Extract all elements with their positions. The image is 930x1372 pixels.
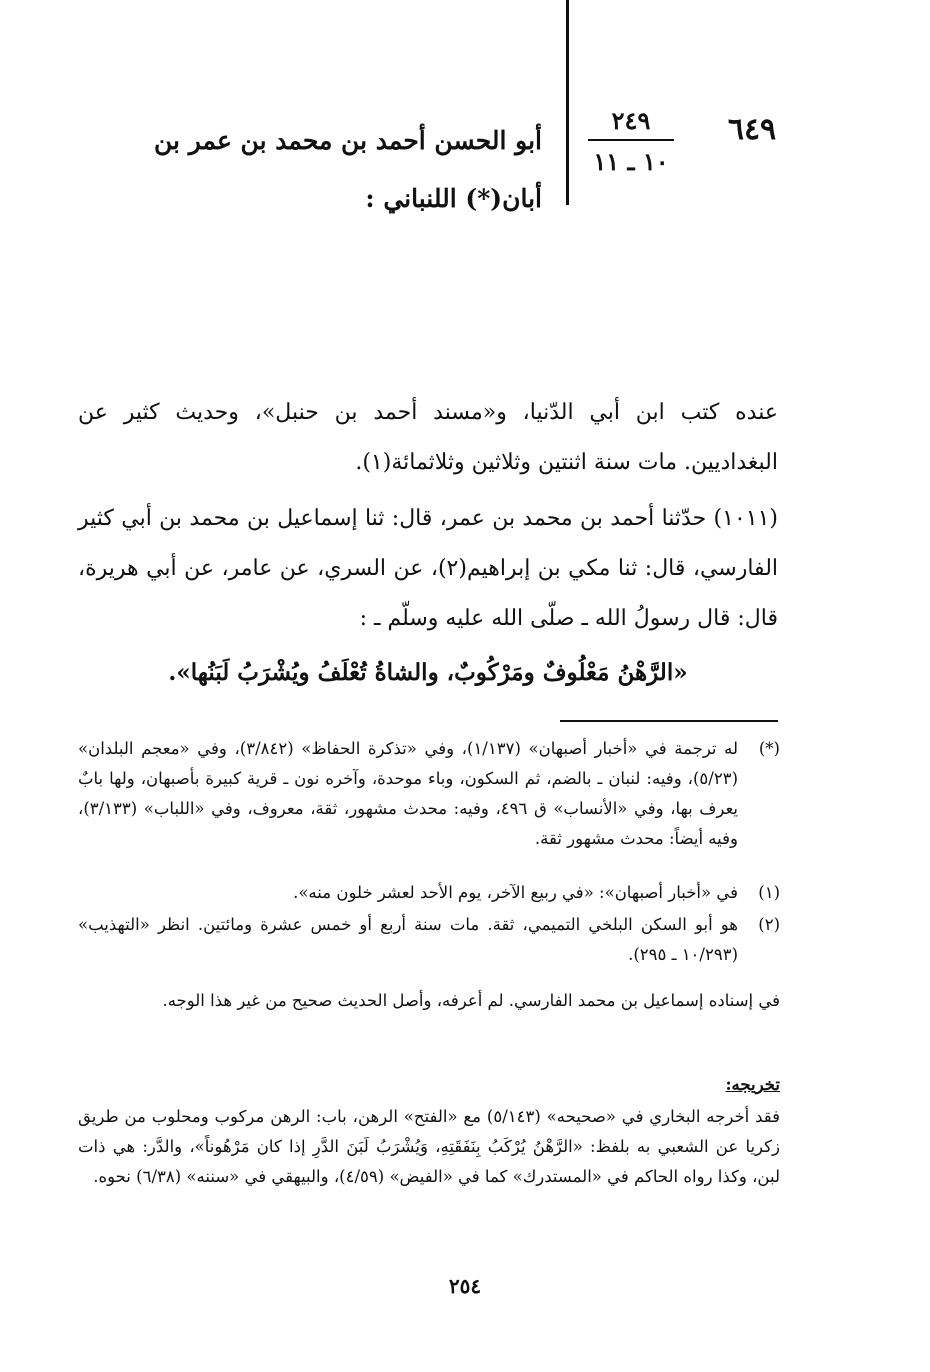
biography-paragraph: عنده كتب ابن أبي الدّنيا، و«مسند أحمد بن حنبل»، وحديث كثير عن البغداديين. مات سنة اثنتين وثلاثين وثلاثمائة(١). <box>78 400 778 475</box>
footnote-2-text: هو أبو السكن البلخي التميمي، ثقة. مات سنة أربع أو خمس عشرة ومائتين. انظر «التهذيب» (١٠/٢٩٣ ـ ٢٩٥). <box>78 915 738 964</box>
header-vertical-divider <box>566 0 569 205</box>
fraction-bottom: ١٠ ـ ١١ <box>593 147 669 176</box>
footnote-1-mark: (١) <box>758 883 780 902</box>
source-fraction <box>588 106 674 176</box>
entry-title: أبو الحسن أحمد بن محمد بن عمر بن أبان(*) اللنباني : <box>154 126 542 213</box>
footnote-1 <box>78 878 780 908</box>
footnote-star-mark: (*) <box>758 739 780 758</box>
footnote-2-mark: (٢) <box>758 915 780 934</box>
hadith-isnad-paragraph: (١٠١١) حدّثنا أحمد بن محمد بن عمر، قال: ثنا إسماعيل بن محمد بن أبي كثير الفارسي، قال: ثنا مكي بن إبراهيم(٢)، عن السري، عن عامر، عن أبي هريرة، قال: قال رسولُ الله ـ صلّى الله عليه وسلّم ـ : <box>78 506 779 631</box>
footnote-divider <box>560 720 778 722</box>
takhrij-heading: تخريجه: <box>725 1075 780 1094</box>
entry-number: ٦٤٩ <box>727 112 777 147</box>
footnote-1-text: في «أخبار أصبهان»: «في ربيع الآخر، يوم الأحد لعشر خلون منه». <box>293 883 738 902</box>
footnote-star <box>78 734 780 854</box>
isnad-note: في إسناده إسماعيل بن محمد الفارسي. لم أعرفه، وأصل الحديث صحيح من غير هذا الوجه. <box>162 991 780 1010</box>
hadith-text: «الرَّهْنُ مَعْلُوفٌ ومَرْكُوبٌ، والشاةُ تُعْلَفُ ويُشْرَبُ لَبَنُها». <box>168 659 688 686</box>
footnote-star-text: له ترجمة في «أخبار أصبهان» (١/١٣٧)، وفي «تذكرة الحفاظ» (٣/٨٤٢)، وفي «معجم البلدان» (٥/٢٣)، وفيه: لنبان ـ بالضم، ثم السكون، وباء موحدة، وآخره نون ـ قرية كبيرة بأصبهان، ولها بابٌ يعرف بها، وفي «الأنساب» ق ٤٩٦، وفيه: محدث مشهور، ثقة، معروف، وفي «اللباب» (٣/١٣٣)، وفيه أيضاً: محدث مشهور ثقة. <box>78 739 738 848</box>
fraction-top: ٢٤٩ <box>588 106 674 141</box>
takhrij-text: فقد أخرجه البخاري في «صحيحه» (٥/١٤٣) مع «الفتح» الرهن، باب: الرهن مركوب ومحلوب من طريق زكريا عن الشعبي به بلفظ: «الرَّهْنُ يُرْكَبُ بِنَفَقَتِهِ، وَيُشْرَبُ لَبَنَ الدَّرِ إذا كان مَرْهُوناً»، والدَّر: هي ذات لبن، وكذا رواه الحاكم في «المستدرك» كما في «الفيض» (٤/٥٩)، والبيهقي في «سننه» (٦/٣٨) نحوه. <box>78 1107 780 1186</box>
page-number: ٢٥٤ <box>448 1274 482 1298</box>
footnote-2 <box>78 910 780 970</box>
